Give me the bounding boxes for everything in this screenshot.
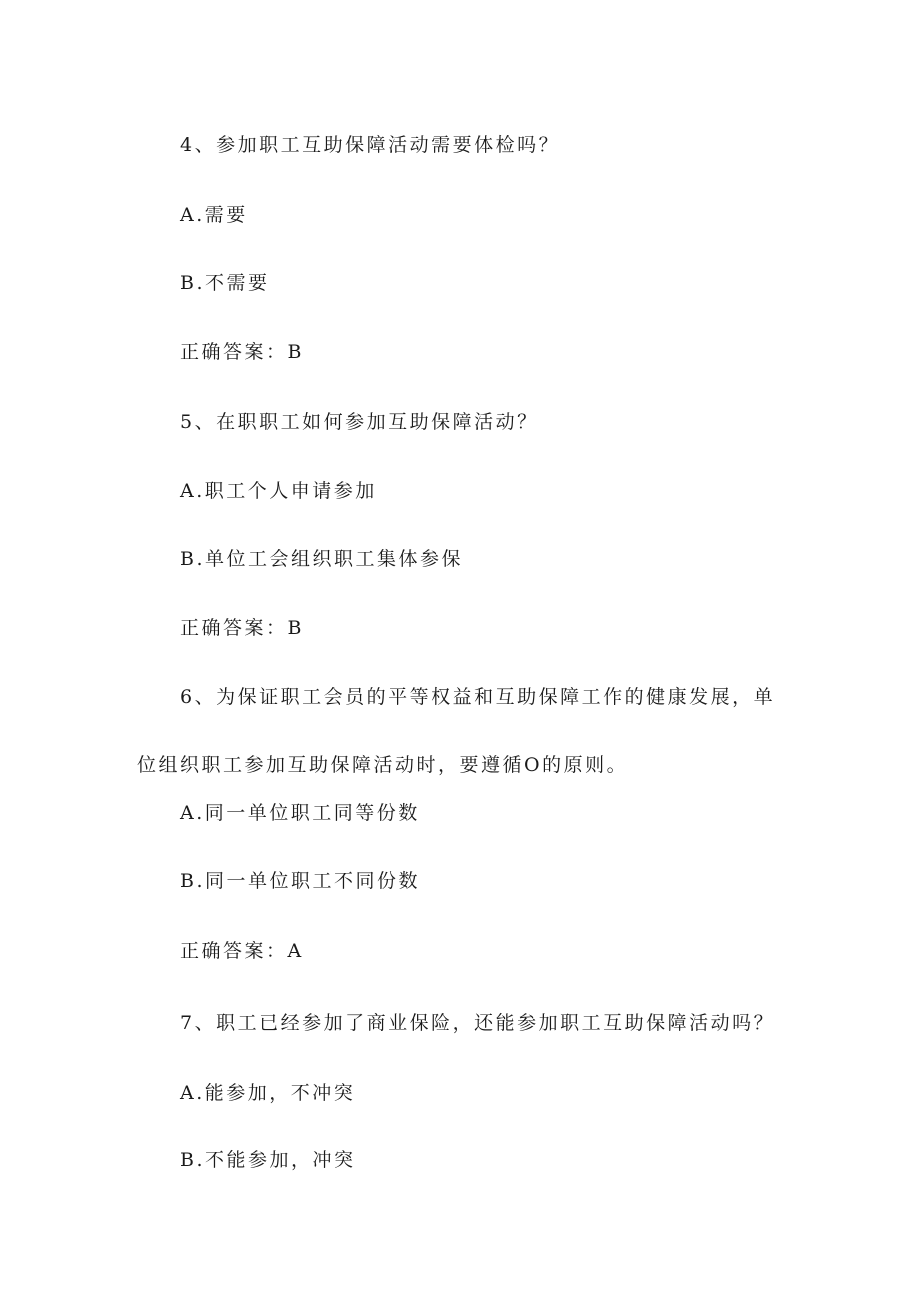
question-5-answer: 正确答案：B (180, 617, 304, 639)
question-7: 7、职工已经参加了商业保险，还能参加职工互助保障活动吗？ (180, 1012, 776, 1034)
question-6-option-b: B.同一单位职工不同份数 (180, 870, 421, 892)
question-4: 4、参加职工互助保障活动需要体检吗？ (180, 134, 561, 156)
question-5: 5、在职职工如何参加互助保障活动？ (180, 411, 539, 433)
question-7-option-b: B.不能参加，冲突 (180, 1149, 356, 1171)
question-5-option-a: A.职工个人申请参加 (180, 480, 377, 502)
question-4-option-a: A.需要 (180, 204, 248, 226)
question-7-option-a: A.能参加，不冲突 (180, 1082, 356, 1104)
question-4-option-b: B.不需要 (180, 272, 270, 294)
question-6: 6、为保证职工会员的平等权益和互助保障工作的健康发展，单位组织职工参加互助保障活动时，要遵循O的原则。 (137, 686, 776, 776)
question-5-option-b: B.单位工会组织职工集体参保 (180, 548, 464, 570)
question-6-option-a: A.同一单位职工同等份数 (180, 802, 420, 824)
question-6-answer: 正确答案：A (180, 940, 304, 962)
question-4-answer: 正确答案：B (180, 341, 304, 363)
